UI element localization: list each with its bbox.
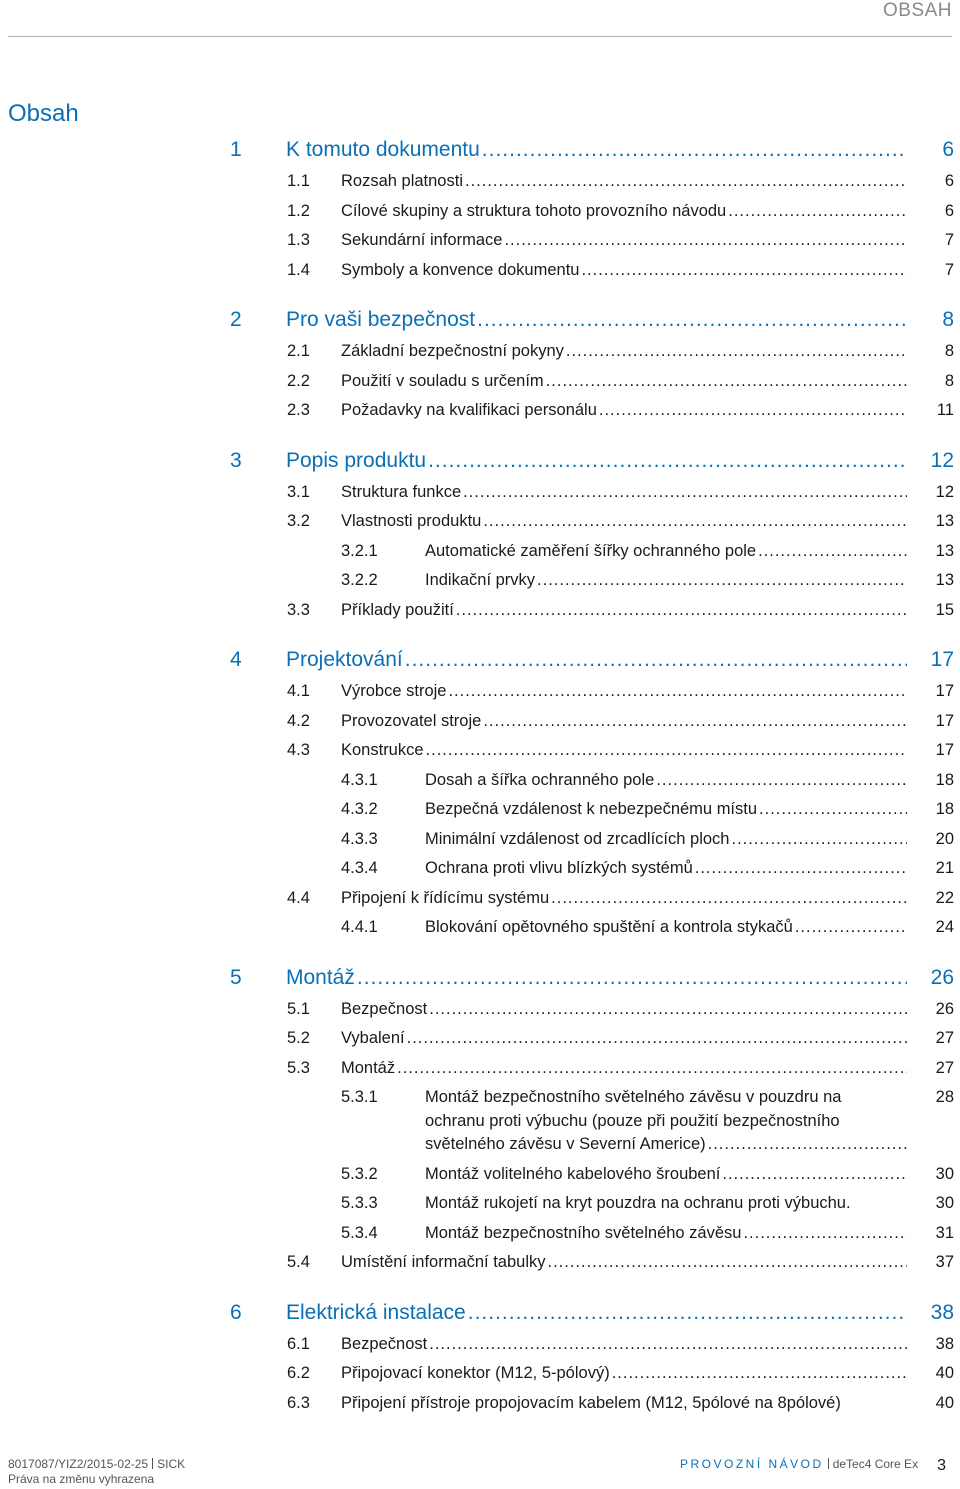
- dot-leader: [428, 444, 907, 478]
- entry-title-wrap: [286, 961, 909, 995]
- entry-title-wrap: [341, 256, 909, 286]
- entry-number: 6.1: [287, 1334, 310, 1353]
- entry-title: Minimální vzdálenost od zrcadlících ploch: [425, 829, 730, 848]
- entry-title-wrap: [341, 1330, 909, 1360]
- entry-title-wrap: [425, 795, 909, 825]
- toc-section-entry[interactable]: [287, 884, 960, 914]
- entry-page-number: 31: [935, 1223, 954, 1242]
- entry-page-number: 7: [944, 260, 954, 279]
- dot-leader: [537, 566, 907, 596]
- entry-title-wrap: [341, 1054, 909, 1084]
- product-name: deTec4 Core Ex: [832, 1457, 919, 1471]
- toc-section-entry[interactable]: [287, 1248, 960, 1278]
- dot-leader: [795, 913, 907, 943]
- toc-section-entry[interactable]: [287, 478, 960, 508]
- toc-chapter-entry[interactable]: [230, 643, 960, 677]
- entry-title-wrap: [341, 1389, 909, 1419]
- toc-section-entry[interactable]: [287, 1389, 960, 1419]
- entry-title: Bezpečná vzdálenost k nebezpečnému místu: [425, 800, 758, 818]
- entry-title: Konstrukce: [341, 741, 424, 759]
- entry-number: 3.3: [287, 600, 310, 619]
- dot-leader: [695, 854, 907, 884]
- toc-subsection-entry[interactable]: [341, 913, 960, 943]
- entry-title: Výrobce stroje: [341, 682, 447, 700]
- entry-page-number: 40: [935, 1393, 954, 1412]
- entry-number: 1: [230, 138, 242, 161]
- entry-page-number: 24: [935, 918, 954, 936]
- entry-title: Indikační prvky: [425, 571, 536, 589]
- entry-title: Projektování: [286, 648, 403, 671]
- dot-leader: [357, 961, 907, 995]
- entry-number: 4: [230, 648, 242, 671]
- toc-section-entry[interactable]: [287, 507, 960, 537]
- entry-number: 5.4: [287, 1253, 310, 1271]
- entry-title: Ochrana proti vlivu blízkých systémů: [425, 859, 693, 877]
- page-number: 3: [937, 1457, 946, 1474]
- dot-leader: [426, 736, 907, 766]
- entry-page-number: 26: [935, 999, 954, 1018]
- entry-title-wrap: [341, 707, 909, 737]
- dot-leader: [743, 1219, 907, 1249]
- entry-page-number: 12: [930, 448, 954, 472]
- toc-section-entry[interactable]: [287, 1359, 960, 1389]
- entry-number: 2.1: [287, 342, 310, 360]
- dot-leader: [581, 256, 907, 286]
- entry-page-number: 17: [935, 682, 954, 700]
- entry-page-number: 6: [944, 172, 954, 190]
- entry-page-number: 20: [935, 829, 954, 848]
- toc-section-entry[interactable]: [287, 256, 960, 286]
- entry-number: 3.2: [287, 512, 310, 530]
- entry-number: 4.2: [287, 711, 310, 730]
- entry-title: Montáž volitelného kabelového šroubení: [425, 1164, 721, 1183]
- entry-title-wrap: [341, 507, 909, 537]
- entry-title-wrap: [425, 854, 909, 884]
- entry-title-line: ochranu proti výbuchu (pouze při použití bezpečnostního: [425, 1111, 840, 1130]
- toc-subsection-entry[interactable]: [341, 1083, 960, 1160]
- entry-page-number: 40: [935, 1364, 954, 1382]
- dot-leader: [429, 995, 907, 1025]
- doc-number: 8017087/YIZ2/2015-02-25: [8, 1457, 149, 1471]
- entry-title: Připojení k řídícímu systému: [341, 888, 550, 907]
- toc-chapter-entry[interactable]: [230, 1296, 960, 1330]
- entry-title-wrap: [341, 995, 909, 1025]
- toc-section-entry[interactable]: [287, 337, 960, 367]
- entry-title-wrap: [425, 913, 909, 943]
- entry-number: 3.2.1: [341, 541, 378, 560]
- footer-separator: [828, 1458, 829, 1469]
- dot-leader: [759, 795, 907, 825]
- brand: SICK: [157, 1457, 186, 1471]
- toc-chapter: [0, 303, 960, 426]
- entry-title-wrap: [286, 303, 909, 337]
- entry-page-number: 13: [935, 571, 954, 589]
- entry-title-wrap: [286, 1296, 909, 1330]
- dot-leader: [731, 825, 907, 855]
- entry-page-number: 26: [930, 965, 954, 989]
- entry-number: 2.3: [287, 401, 310, 419]
- entry-title: Blokování opětovného spuštění a kontrola stykačů: [425, 918, 793, 936]
- entry-title: Dosah a šířka ochranného pole: [425, 770, 655, 789]
- dot-leader: [448, 677, 907, 707]
- entry-title: Cílové skupiny a struktura tohoto provozního návodu: [341, 201, 727, 220]
- toc-chapter: [0, 961, 960, 1278]
- dot-leader: [599, 396, 907, 426]
- toc-section-entry[interactable]: [287, 367, 960, 397]
- entry-number: 2.2: [287, 371, 310, 390]
- entry-number: 3: [230, 448, 242, 472]
- entry-number: 5.1: [287, 999, 310, 1018]
- dot-leader: [504, 226, 907, 256]
- toc-subsection-entry[interactable]: [341, 766, 960, 796]
- entry-title-wrap: [341, 1024, 909, 1054]
- entry-page-number: 6: [942, 138, 954, 161]
- entry-number: 4.3.3: [341, 829, 378, 848]
- toc-section-entry[interactable]: [287, 1024, 960, 1054]
- entry-title-wrap: [341, 884, 909, 914]
- toc-section-entry[interactable]: [287, 995, 960, 1025]
- doc-type-label: PROVOZNÍ NÁVOD: [680, 1457, 824, 1471]
- entry-title: Požadavky na kvalifikaci personálu: [341, 401, 597, 419]
- entry-page-number: 13: [935, 512, 954, 530]
- entry-title-wrap: [341, 736, 909, 766]
- toc-section-entry[interactable]: [287, 596, 960, 626]
- entry-title-wrap: [425, 566, 909, 596]
- entry-number: 6: [230, 1300, 242, 1324]
- dot-leader: [468, 1296, 907, 1330]
- entry-title: Sekundární informace: [341, 231, 503, 249]
- entry-title-wrap: [341, 337, 909, 367]
- dot-leader: [397, 1054, 907, 1084]
- entry-page-number: 38: [935, 1334, 954, 1353]
- entry-page-number: 7: [944, 231, 954, 249]
- toc-chapter-entry[interactable]: [230, 444, 960, 478]
- entry-number: 6.3: [287, 1393, 310, 1412]
- entry-page-number: 8: [944, 342, 954, 360]
- entry-title-wrap: [341, 226, 909, 256]
- entry-title: Připojení přístroje propojovacím kabelem (M12, 5pólové na 8pólové): [341, 1393, 841, 1412]
- entry-number: 5.3.1: [341, 1088, 378, 1106]
- entry-title-wrap: [425, 1086, 909, 1157]
- toc-section-entry[interactable]: [287, 396, 960, 426]
- entry-number: 4.1: [287, 682, 310, 700]
- entry-title: Připojovací konektor (M12, 5-pólový): [341, 1364, 610, 1382]
- entry-title: Automatické zaměření šířky ochranného pole: [425, 541, 757, 560]
- dot-leader: [477, 303, 907, 337]
- toc-subsection-entry[interactable]: [341, 537, 960, 567]
- header-rule: [8, 36, 952, 37]
- toc-section-entry[interactable]: [287, 677, 960, 707]
- entry-number: 5: [230, 965, 242, 989]
- toc-subsection-entry[interactable]: [341, 1219, 960, 1249]
- entry-title: Bezpečnost: [341, 1334, 428, 1353]
- entry-page-number: 18: [935, 770, 954, 789]
- entry-page-number: 21: [935, 859, 954, 877]
- rights-notice: Práva na změnu vyhrazena: [8, 1472, 155, 1486]
- entry-title-wrap: [425, 537, 909, 567]
- entry-number: 1.2: [287, 201, 310, 220]
- entry-page-number: 28: [935, 1088, 954, 1106]
- toc-subsection-entry[interactable]: [341, 825, 960, 855]
- entry-title-wrap: [341, 167, 909, 197]
- dot-leader: [551, 884, 907, 914]
- dot-leader: [407, 1024, 907, 1054]
- entry-title-wrap: [341, 596, 909, 626]
- entry-page-number: 11: [936, 401, 954, 419]
- entry-title: Montáž: [286, 965, 355, 989]
- dot-leader: [566, 337, 907, 367]
- toc-chapter-entry[interactable]: [230, 303, 960, 337]
- entry-number: 5.3: [287, 1058, 310, 1077]
- entry-number: 5.3.3: [341, 1194, 378, 1212]
- entry-page-number: 27: [935, 1029, 954, 1047]
- footer-doc-info: [8, 1457, 185, 1487]
- dot-leader: [708, 1133, 907, 1157]
- entry-number: 1.1: [287, 172, 310, 190]
- entry-title-wrap: [286, 643, 909, 677]
- entry-title: Použití v souladu s určením: [341, 371, 544, 390]
- entry-page-number: 30: [935, 1164, 954, 1183]
- entry-number: 3.2.2: [341, 571, 378, 589]
- dot-leader: [456, 596, 907, 626]
- dot-leader: [656, 766, 907, 796]
- toc-section-entry[interactable]: [287, 736, 960, 766]
- entry-page-number: 8: [944, 371, 954, 390]
- entry-title: Umístění informační tabulky: [341, 1253, 546, 1271]
- dot-leader: [482, 133, 907, 167]
- entry-page-number: 8: [942, 308, 954, 331]
- entry-title: Elektrická instalace: [286, 1300, 466, 1324]
- dot-leader: [722, 1160, 907, 1190]
- entry-title: Pro vaši bezpečnost: [286, 308, 476, 331]
- toc-section-entry[interactable]: [287, 197, 960, 227]
- toc-chapter-entry[interactable]: [230, 133, 960, 167]
- entry-title-wrap: [341, 197, 909, 227]
- entry-title-wrap: [286, 133, 909, 167]
- entry-number: 6.2: [287, 1364, 310, 1382]
- entry-title-wrap: [425, 1160, 909, 1190]
- entry-page-number: 13: [935, 541, 954, 560]
- entry-number: 4.4.1: [341, 918, 378, 936]
- toc-subsection-entry[interactable]: [341, 1160, 960, 1190]
- entry-title: Vybalení: [341, 1029, 405, 1047]
- footer-doc-type: [680, 1457, 918, 1471]
- footer-separator: [152, 1458, 153, 1469]
- entry-number: 5.2: [287, 1029, 310, 1047]
- entry-title: Montáž rukojetí na kryt pouzdra na ochranu proti výbuchu.: [425, 1194, 851, 1212]
- entry-page-number: 18: [935, 800, 954, 818]
- entry-title-wrap: [341, 367, 909, 397]
- dot-leader: [429, 1330, 907, 1360]
- table-of-contents: [0, 133, 960, 1436]
- entry-title: Montáž: [341, 1058, 396, 1077]
- toc-section-entry[interactable]: [287, 226, 960, 256]
- entry-title-line: světelného závěsu v Severní Americe): [425, 1135, 706, 1153]
- entry-number: 4.3.2: [341, 800, 378, 818]
- entry-page-number: 30: [935, 1194, 954, 1212]
- entry-number: 4.3: [287, 741, 310, 759]
- toc-section-entry[interactable]: [287, 1330, 960, 1360]
- entry-title: Příklady použití: [341, 600, 454, 619]
- entry-title: Popis produktu: [286, 448, 427, 472]
- entry-page-number: 22: [935, 888, 954, 907]
- entry-title: Rozsah platnosti: [341, 172, 463, 190]
- entry-title: K tomuto dokumentu: [286, 138, 480, 161]
- entry-page-number: 27: [935, 1058, 954, 1077]
- entry-title: Bezpečnost: [341, 999, 428, 1018]
- dot-leader: [483, 507, 907, 537]
- dot-leader: [758, 537, 907, 567]
- entry-page-number: 6: [944, 201, 954, 220]
- running-header-section: OBSAH: [882, 0, 952, 21]
- entry-page-number: 17: [930, 648, 954, 671]
- entry-page-number: 15: [935, 600, 954, 619]
- toc-chapter: [0, 444, 960, 626]
- dot-leader: [546, 367, 907, 397]
- entry-number: 1.3: [287, 231, 310, 249]
- entry-number: 4.3.4: [341, 859, 378, 877]
- toc-subsection-entry[interactable]: [341, 566, 960, 596]
- entry-title-wrap: [341, 1248, 909, 1278]
- entry-number: 4.3.1: [341, 770, 378, 789]
- toc-section-entry[interactable]: [287, 167, 960, 197]
- entry-number: 3.1: [287, 482, 310, 501]
- entry-title-wrap: [341, 396, 909, 426]
- toc-subsection-entry[interactable]: [341, 795, 960, 825]
- entry-title: Montáž bezpečnostního světelného závěsu: [425, 1223, 742, 1242]
- entry-number: 5.3.2: [341, 1164, 378, 1183]
- entry-title-wrap: [341, 1359, 909, 1389]
- dot-leader: [728, 197, 907, 227]
- dot-leader: [405, 643, 907, 677]
- dot-leader: [483, 707, 907, 737]
- page-title: Obsah: [8, 100, 79, 128]
- entry-page-number: 17: [935, 711, 954, 730]
- entry-title: Základní bezpečnostní pokyny: [341, 342, 564, 360]
- entry-number: 2: [230, 308, 242, 331]
- toc-chapter: [0, 1296, 960, 1419]
- dot-leader: [548, 1248, 908, 1278]
- entry-title-wrap: [425, 1189, 909, 1219]
- toc-chapter: [0, 133, 960, 285]
- dot-leader: [612, 1359, 907, 1389]
- entry-number: 1.4: [287, 260, 310, 279]
- entry-title-wrap: [286, 444, 909, 478]
- entry-number: 4.4: [287, 888, 310, 907]
- entry-title-last-line: [425, 1133, 909, 1157]
- entry-title: Provozovatel stroje: [341, 711, 482, 730]
- entry-title: Symboly a konvence dokumentu: [341, 260, 580, 279]
- entry-title-wrap: [425, 825, 909, 855]
- entry-title: Struktura funkce: [341, 482, 462, 501]
- entry-page-number: 12: [935, 482, 954, 501]
- entry-title-wrap: [341, 677, 909, 707]
- entry-title-wrap: [425, 766, 909, 796]
- entry-title-wrap: [341, 478, 909, 508]
- entry-page-number: 37: [935, 1253, 954, 1271]
- entry-title-line: Montáž bezpečnostního světelného závěsu v pouzdru na: [425, 1088, 842, 1106]
- entry-number: 5.3.4: [341, 1223, 378, 1242]
- toc-chapter-entry[interactable]: [230, 961, 960, 995]
- toc-chapter: [0, 643, 960, 943]
- entry-page-number: 17: [935, 741, 954, 759]
- entry-title-wrap: [425, 1219, 909, 1249]
- toc-subsection-entry[interactable]: [341, 854, 960, 884]
- toc-section-entry[interactable]: [287, 1054, 960, 1084]
- toc-section-entry[interactable]: [287, 707, 960, 737]
- toc-subsection-entry[interactable]: [341, 1189, 960, 1219]
- dot-leader: [463, 478, 907, 508]
- entry-page-number: 38: [930, 1300, 954, 1324]
- entry-title: Vlastnosti produktu: [341, 512, 482, 530]
- dot-leader: [465, 167, 907, 197]
